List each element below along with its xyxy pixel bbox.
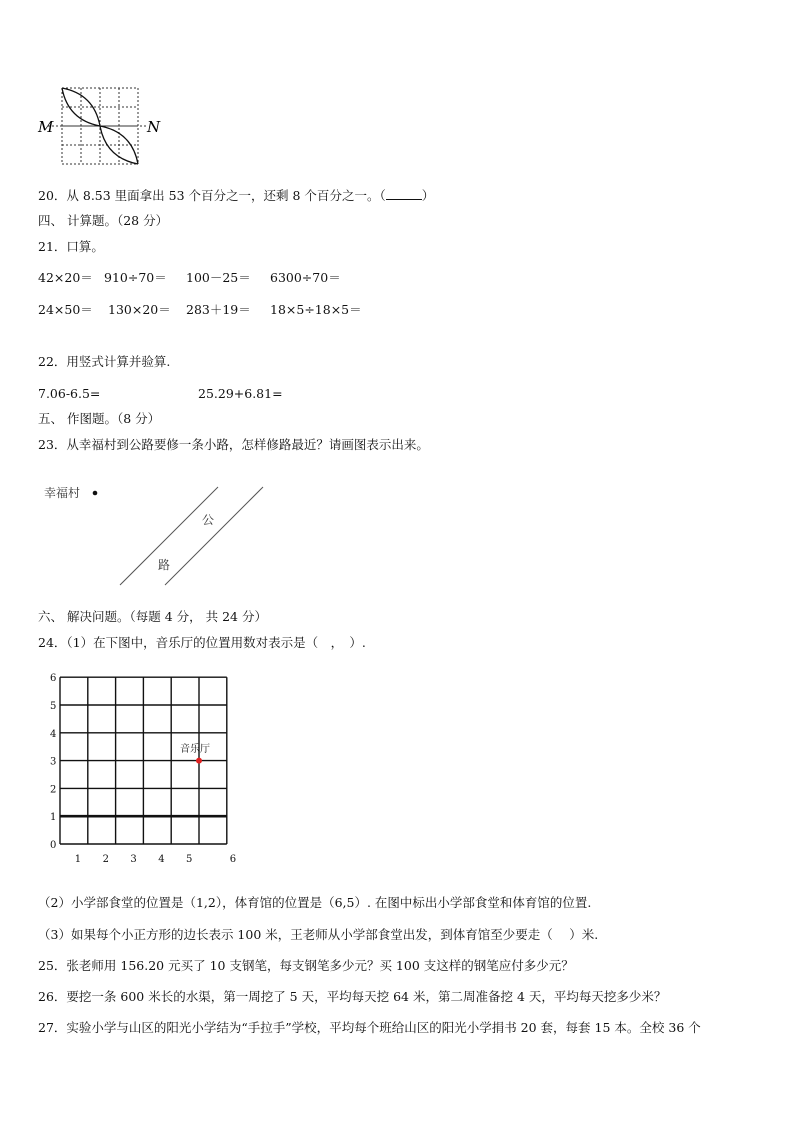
y-tick-label: 3	[50, 756, 57, 768]
y-tick-label: 5	[50, 701, 57, 712]
oral-row-1: 42×20＝ 910÷70＝ 100－25＝ 6300÷70＝	[38, 270, 341, 285]
village-label: 幸福村	[44, 486, 81, 500]
y-tick-label: 4	[50, 728, 57, 740]
question-24-3: （3）如果每个小正方形的边长表示 100 米，王老师从小学部食堂出发，到体育馆至少要走（ ）米.	[38, 927, 599, 942]
x-tick-label: 3	[130, 854, 137, 865]
section-5-heading: 五、 作图题。（8 分）	[38, 411, 161, 426]
road-char-2: 路	[158, 558, 171, 572]
answer-blank[interactable]	[386, 188, 422, 200]
question-24-2: （2）小学部食堂的位置是（1,2），体育馆的位置是（6,5）. 在图中标出小学部食堂和体育馆的位置.	[38, 895, 592, 910]
road-edge-lower	[165, 487, 263, 585]
x-tick-label: 1	[74, 854, 82, 865]
question-27: 27．实验小学与山区的阳光小学结为“手拉手”学校，平均每个班给山区的阳光小学捐书 20 套，每套 15 本。全校 36 个	[38, 1020, 701, 1035]
label-m: M	[38, 118, 54, 136]
x-tick-label: 2	[102, 854, 109, 865]
road-char-1: 公	[202, 513, 215, 527]
question-23: 23．从幸福村到公路要修一条小路，怎样修路最近？请画图表示出来。	[38, 437, 429, 452]
question-22: 22．用竖式计算并验算.	[38, 354, 171, 369]
question-25: 25．张老师用 156.20 元买了 10 支钢笔，每支钢笔多少元？买 100 支这样的钢笔应付多少元？	[38, 958, 574, 973]
label-n: N	[147, 118, 161, 136]
y-tick-label: 0	[50, 840, 57, 851]
road-figure	[40, 480, 280, 592]
y-tick-label: 1	[50, 812, 57, 824]
question-20: 20．从 8.53 里面拿出 53 个百分之一，还剩 8 个百分之一。（ ）	[38, 188, 435, 203]
question-26: 26．要挖一条 600 米长的水渠，第一周挖了 5 天，平均每天挖 64 米，第二周准备挖 4 天，平均每天挖多少米？	[38, 989, 667, 1004]
coordinate-grid	[44, 672, 244, 870]
question-24-1: 24．（1）在下图中，音乐厅的位置用数对表示是（ ， ）.	[38, 635, 366, 650]
question-22-items: 7.06-6.5= 25.29+6.81=	[38, 386, 283, 401]
x-tick-label: 5	[186, 854, 193, 865]
section-4-heading: 四、 计算题。（28 分）	[38, 213, 169, 228]
y-tick-label: 2	[50, 784, 57, 796]
oral-row-2: 24×50＝ 130×20＝ 283＋19＝ 18×5÷18×5＝	[38, 302, 362, 317]
mn-grid-figure	[36, 84, 166, 168]
y-tick-label: 6	[50, 673, 57, 685]
concert-hall-label: 音乐厅	[180, 744, 210, 755]
question-21: 21．口算。	[38, 239, 104, 254]
section-6-heading: 六、 解决问题。（每题 4 分， 共 24 分）	[38, 609, 267, 624]
concert-hall-point[interactable]	[196, 758, 202, 764]
village-dot	[93, 491, 98, 496]
x-tick-label: 4	[158, 854, 165, 865]
x-tick-label: 6	[229, 854, 237, 865]
